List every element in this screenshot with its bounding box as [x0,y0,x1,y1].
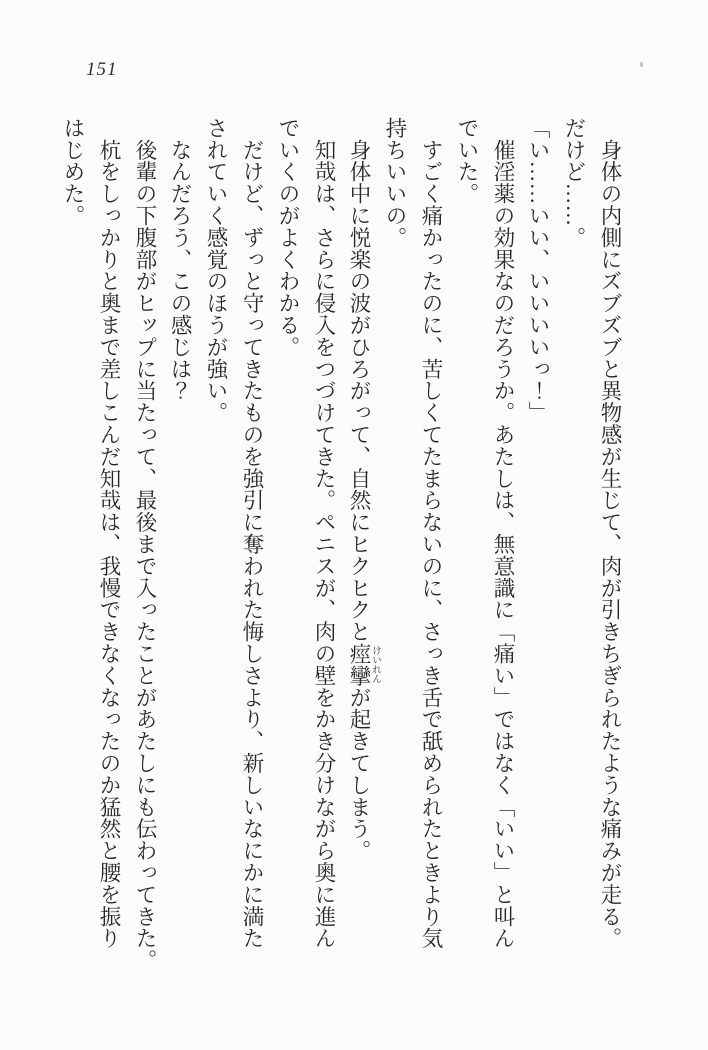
text-line [205,117,227,424]
text-line-content: だけど……。 [562,117,586,249]
text-line-content: 後輩の下腹部がヒップに当たって、最後まで入ったことがあたしにも伝わってきた。 [133,117,157,972]
text-line-content: すごく痛かったのに、苦しくてたまらないのに、さっき舌で舐められたときより気 [419,117,443,950]
page-number: 151 [86,59,118,80]
text-line-content: が起きてしまう。 [347,686,371,862]
text-line [420,117,442,949]
text-line-content: 持ちいいの。 [383,117,407,249]
text-line [456,117,478,205]
text-line [313,117,335,949]
text-line [98,117,120,949]
text-line-content: 身体中に悦楽の波がひろがって、自然にヒクヒクと [347,117,371,643]
text-line-dialogue [527,117,549,424]
text-line-content: 知哉は、さらに侵入をつづけてきた。ペニスが、肉の壁をかき分けながら奥に進ん [312,117,336,950]
text-line-with-furigana [348,117,380,862]
text-line-content: でいた。 [455,117,479,205]
text-line-content: でいくのがよくわかる。 [276,117,300,358]
text-line-content: 杭をしっかりと奥まで差しこんだ知哉は、我慢できなくなったのか猛然と腰を振り [97,117,121,950]
text-line [599,117,621,949]
text-line-content: 催淫薬の効果なのだろうか。あたしは、無意識に「痛い」ではなく「いい」と叫ん [491,117,515,950]
text-line-content: はじめた。 [61,117,85,227]
text-line [62,117,84,227]
furigana: けいれん [370,642,380,687]
text-line [169,117,191,402]
text-line [277,117,299,358]
ruby-annotation [347,642,380,687]
text-line-content: だけど、ずっと守ってきたものを強引に奪われた悔しさより、新しいなにかに満た [240,117,264,950]
text-line [563,117,585,248]
text-line-content: 「い……いい、いいいいっ！」 [526,117,550,424]
text-line [492,117,514,949]
ruby-base: 痙攣 [347,642,371,687]
text-line [241,117,263,949]
text-line [384,117,406,248]
text-line [134,117,156,971]
text-line-content: されていく感覚のほうが強い。 [204,117,228,424]
text-line-content: なんだろう、この感じは？ [168,117,192,402]
text-line-content: 身体の内側にズブズブと異物感が生じて、肉が引きちぎられたような痛みが走る。 [598,117,622,950]
